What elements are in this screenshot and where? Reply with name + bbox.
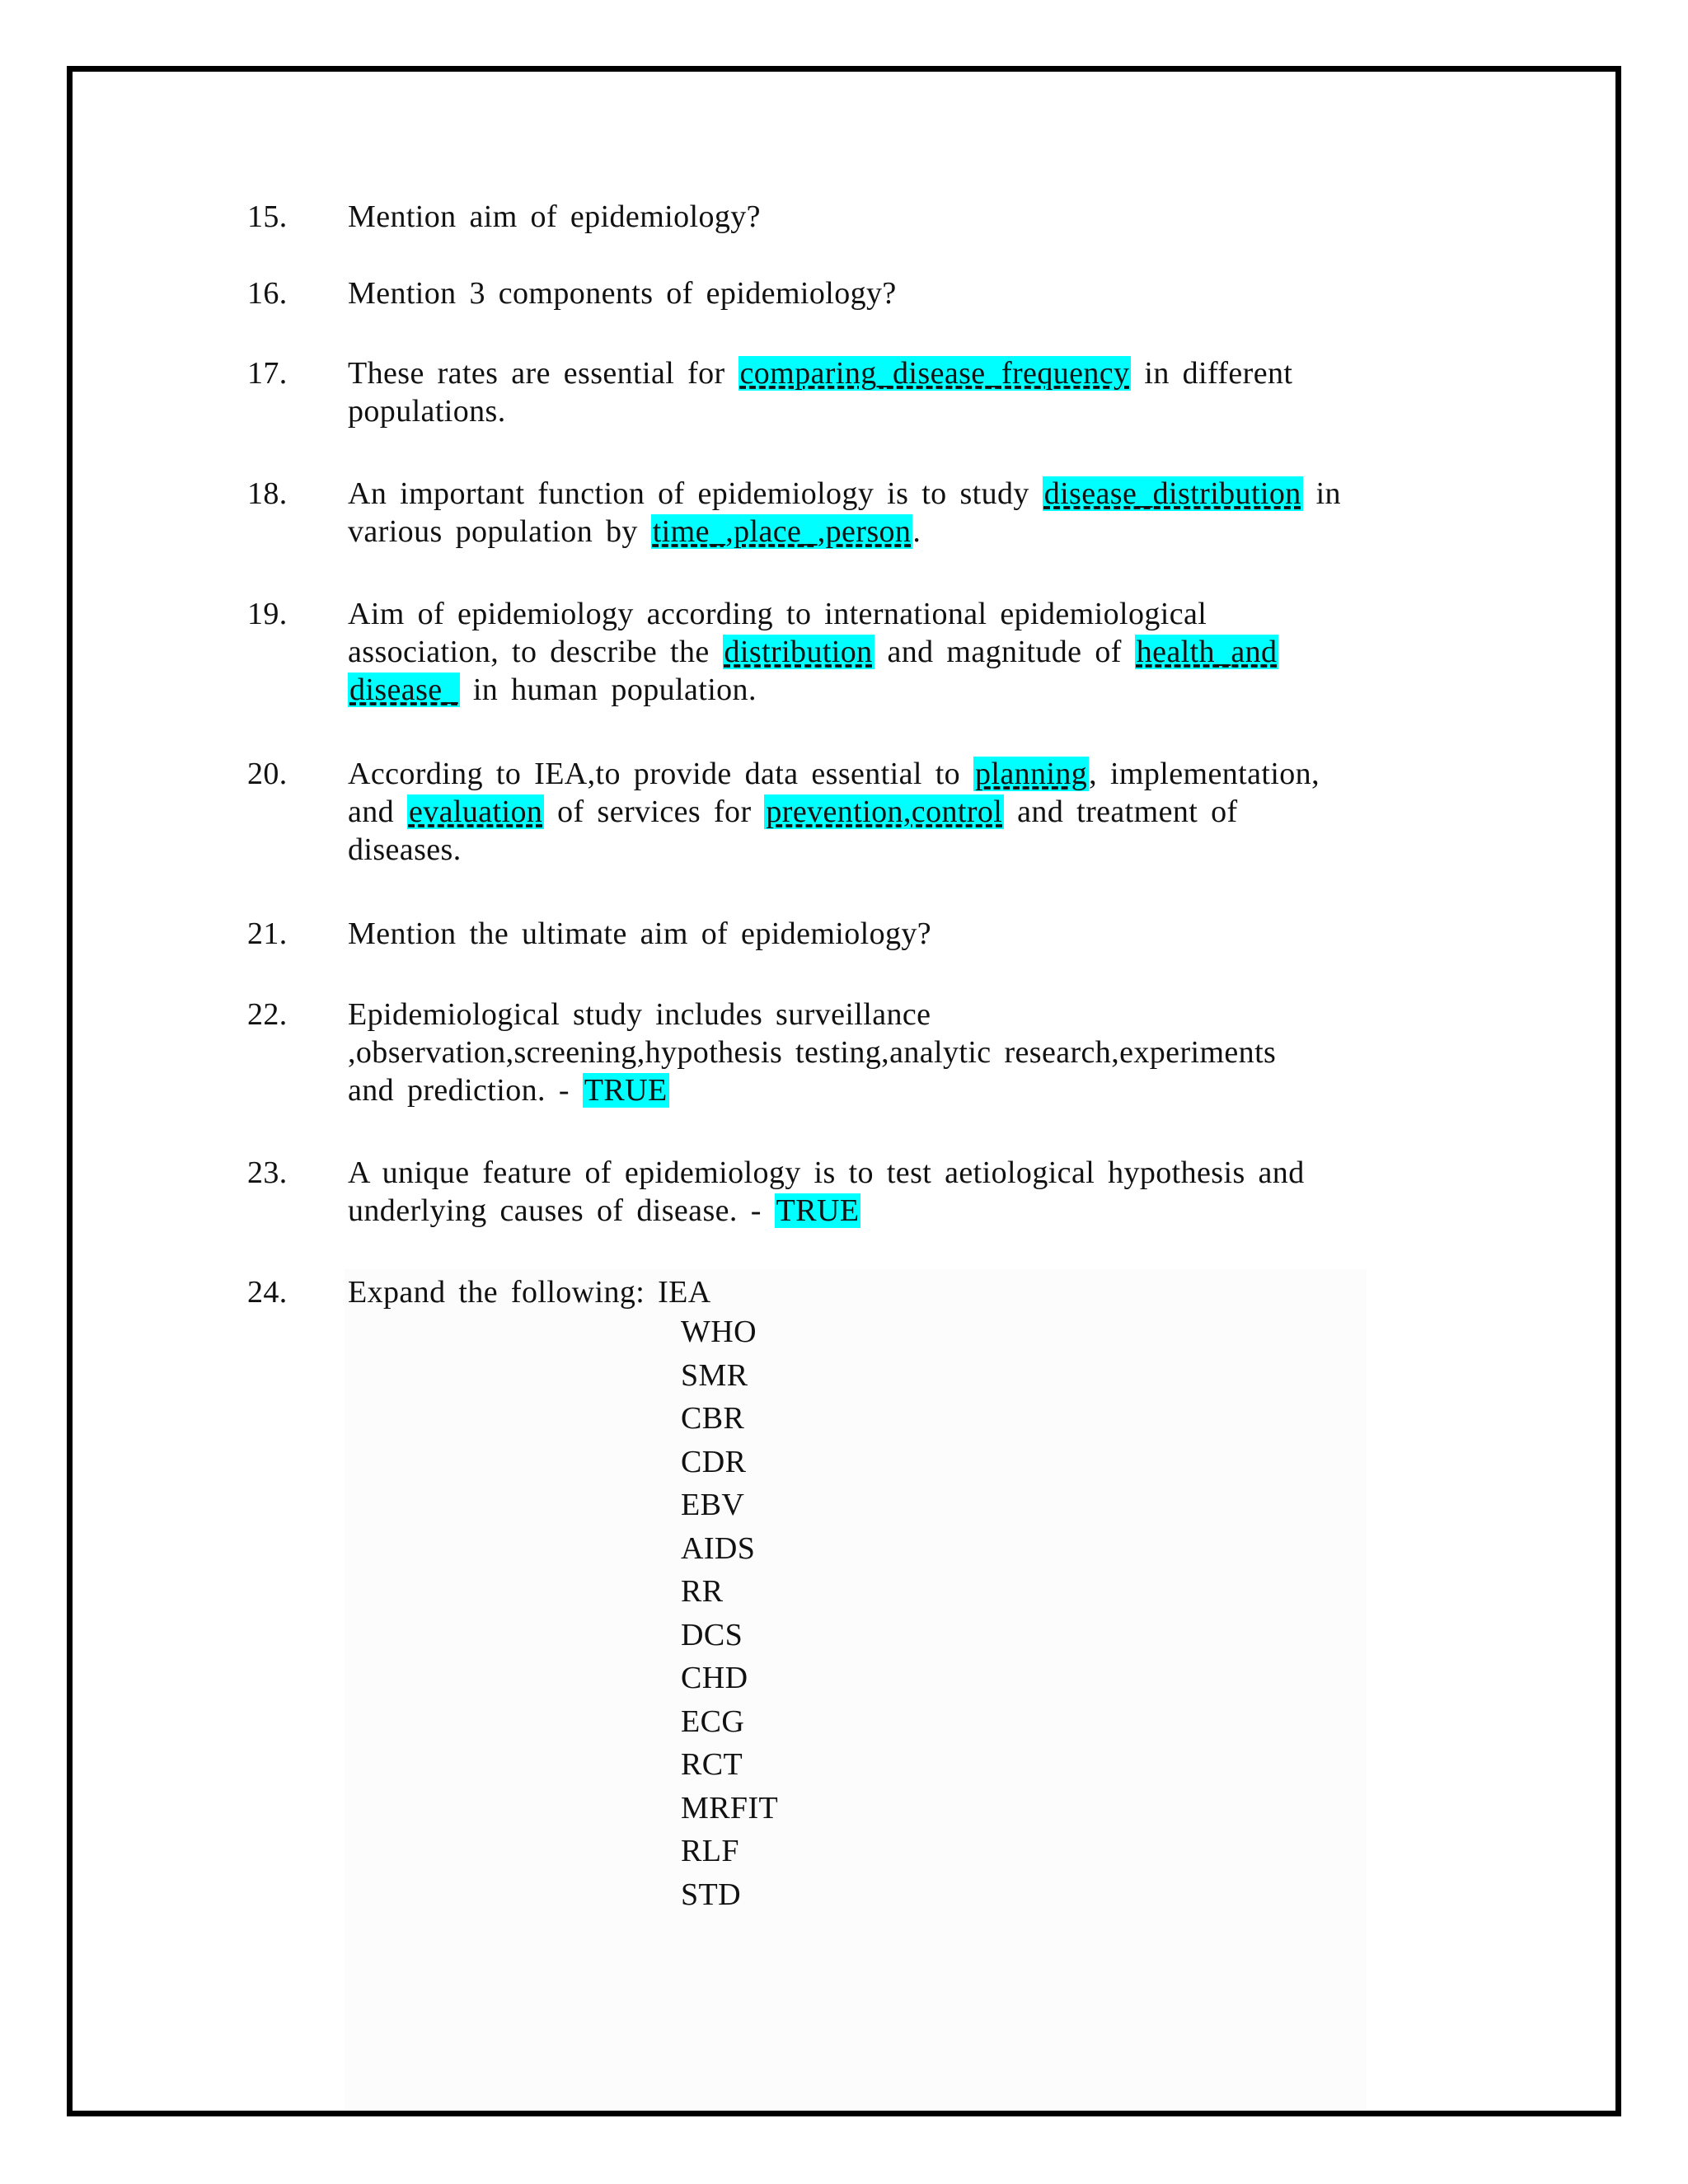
text-line: A unique feature of epidemiology is to test aetiological hypothesis and xyxy=(348,1155,1305,1190)
text-line xyxy=(348,1071,1419,1109)
answer-highlight: distribution xyxy=(724,635,873,669)
text-segment: and xyxy=(348,794,407,829)
question-text xyxy=(348,996,1419,1109)
answer-highlight: TRUE xyxy=(584,1073,668,1108)
abbreviation-item: DCS xyxy=(681,1617,743,1652)
question-number: 20. xyxy=(247,757,288,791)
question-number: 15. xyxy=(247,199,288,234)
answer-highlight: evaluation xyxy=(408,794,543,829)
text-line xyxy=(348,671,1419,709)
text-line: ,observation,screening,hypothesis testing,analytic research,experiments xyxy=(348,1035,1277,1070)
text-segment: and magnitude of xyxy=(874,635,1135,669)
abbreviation-item: SMR xyxy=(681,1357,748,1393)
abbreviation-item: MRFIT xyxy=(681,1790,779,1825)
answer-highlight: disease_ xyxy=(349,673,458,707)
question-text: Mention the ultimate aim of epidemiology? xyxy=(348,916,932,951)
text-segment: in human population. xyxy=(459,673,757,707)
text-segment: and prediction. - xyxy=(348,1073,583,1108)
text-segment: in different xyxy=(1131,356,1293,391)
question-text xyxy=(348,354,1419,430)
text-segment: These rates are essential for xyxy=(348,356,738,391)
text-line xyxy=(348,793,1419,831)
question-number: 17. xyxy=(247,356,288,391)
abbreviation-item: ECG xyxy=(681,1704,745,1739)
text-segment: in xyxy=(1302,476,1341,511)
question-text: Mention 3 components of epidemiology? xyxy=(348,276,897,311)
abbreviation-item: WHO xyxy=(681,1315,757,1349)
question-text: Expand the following: IEA xyxy=(348,1275,711,1310)
abbreviation-item: CDR xyxy=(681,1444,747,1479)
text-line xyxy=(348,475,1419,513)
content-background xyxy=(345,1269,1367,2110)
text-segment: underlying causes of disease. - xyxy=(348,1193,775,1228)
answer-highlight: time_,place_,person xyxy=(652,514,912,549)
text-line: populations. xyxy=(348,394,506,429)
text-line: diseases. xyxy=(348,832,462,867)
question-text: Mention aim of epidemiology? xyxy=(348,199,761,234)
question-number: 23. xyxy=(247,1155,288,1190)
text-segment: of services for xyxy=(544,794,765,829)
abbreviation-item: RLF xyxy=(681,1834,739,1868)
question-text xyxy=(348,595,1419,709)
text-line xyxy=(348,755,1419,793)
question-number: 18. xyxy=(247,476,288,511)
answer-highlight: disease_distribution xyxy=(1043,476,1301,511)
text-line xyxy=(348,354,1419,392)
text-line xyxy=(348,1192,1419,1230)
abbreviation-item: CBR xyxy=(681,1401,745,1436)
text-segment: , implementation, xyxy=(1089,757,1320,791)
text-segment: According to IEA,to provide data essential to xyxy=(348,757,973,791)
text-line xyxy=(348,513,1419,551)
question-number: 16. xyxy=(247,276,288,311)
answer-highlight: planning xyxy=(974,757,1088,791)
answer-highlight: TRUE xyxy=(776,1193,860,1228)
answer-highlight: health_and xyxy=(1136,635,1278,669)
text-line xyxy=(348,633,1419,671)
question-number: 22. xyxy=(247,997,288,1032)
text-segment: various population by xyxy=(348,514,651,549)
question-number: 24. xyxy=(247,1275,288,1310)
text-line: Epidemiological study includes surveillance xyxy=(348,997,931,1032)
abbreviation-item: RR xyxy=(681,1574,724,1609)
text-segment: and treatment of xyxy=(1004,794,1238,829)
question-number: 21. xyxy=(247,916,288,951)
answer-highlight: prevention,control xyxy=(766,794,1003,829)
answer-highlight: comparing_disease_frequency xyxy=(739,356,1130,391)
abbreviation-item: AIDS xyxy=(681,1530,756,1566)
question-text xyxy=(348,755,1419,869)
abbreviation-list xyxy=(681,1310,778,1916)
question-text xyxy=(348,1154,1419,1230)
question-text xyxy=(348,475,1419,551)
text-segment: An important function of epidemiology is to study xyxy=(348,476,1043,511)
text-line: Aim of epidemiology according to international epidemiological xyxy=(348,597,1207,631)
text-segment: . xyxy=(912,514,921,549)
text-segment: association, to describe the xyxy=(348,635,723,669)
abbreviation-item: CHD xyxy=(681,1661,748,1695)
abbreviation-item: STD xyxy=(681,1877,741,1912)
abbreviation-item: EBV xyxy=(681,1488,745,1522)
question-number: 19. xyxy=(247,597,288,631)
abbreviation-item: RCT xyxy=(681,1747,743,1782)
